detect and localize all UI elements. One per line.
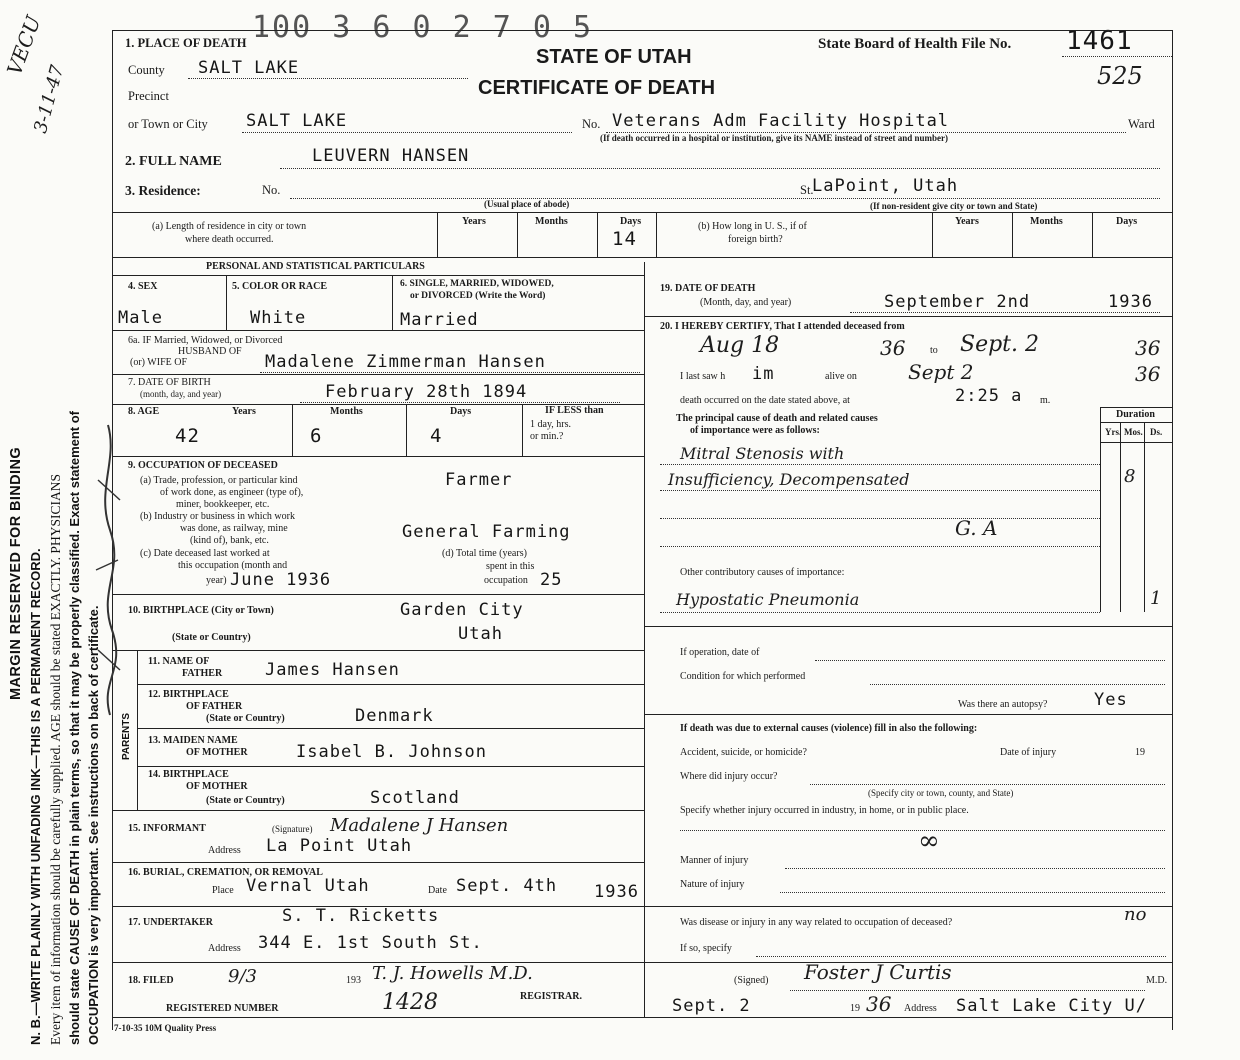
- undertaker-value: S. T. Ricketts: [282, 906, 440, 926]
- burial-date-value: Sept. 4th: [456, 876, 558, 896]
- duration-mos: Mos.: [1124, 427, 1143, 437]
- personal-heading: PERSONAL AND STATISTICAL PARTICULARS: [206, 261, 425, 272]
- signed-line: [790, 990, 1145, 991]
- birthplace-state-label: (State or Country): [172, 632, 251, 643]
- frame-bottom: [112, 1017, 1172, 1018]
- fbirth-label-3: (State or Country): [206, 713, 285, 724]
- informant-row-bottom: [112, 862, 644, 863]
- alive-on-value: Sept 2: [908, 360, 974, 384]
- dod-year: 1936: [1108, 292, 1153, 312]
- res-col-7: [1092, 212, 1093, 257]
- related-label: Was disease or injury in any way related to occupation of deceased?: [680, 917, 953, 928]
- occ-d-label-3: occupation: [484, 575, 528, 586]
- burial-year-value: 1936: [594, 882, 639, 902]
- occ-d-label-2: spent in this: [486, 561, 535, 572]
- cause-extra: G. A: [955, 516, 998, 540]
- age-months-value: 6: [310, 425, 323, 447]
- burial-label: 16. BURIAL, CREMATION, OR REMOVAL: [128, 867, 323, 878]
- undertaker-label: 17. UNDERTAKER: [128, 917, 214, 928]
- residence-label: 3. Residence:: [125, 183, 201, 198]
- sign-19: 19: [850, 1003, 860, 1014]
- autopsy-row-bottom: [644, 714, 1172, 715]
- certify-label: 20. I HEREBY CERTIFY, That I attended deceased from: [660, 321, 905, 332]
- last-worked-value: June 1936: [230, 570, 332, 590]
- state-heading: STATE OF UTAH: [536, 46, 692, 68]
- father-birthplace-value: Denmark: [355, 706, 434, 726]
- dod-value: September 2nd: [884, 292, 1031, 312]
- duration-header-bottom: [1100, 442, 1172, 443]
- ifso-line: [756, 956, 1166, 957]
- burial-place-value: Vernal Utah: [246, 876, 370, 896]
- registered-value: 1428: [382, 990, 438, 1015]
- hospital-value: Veterans Adm Facility Hospital: [612, 111, 950, 131]
- autopsy-value: Yes: [1094, 690, 1128, 710]
- registrar-signature: T. J. Howells M.D.: [372, 963, 533, 984]
- occ-b-label-1: (b) Industry or business in which work: [140, 511, 295, 522]
- spouse-label-1: 6a. IF Married, Widowed, or Divorced: [128, 335, 283, 346]
- center-divider: [644, 262, 645, 1017]
- death-time-m: m.: [1040, 395, 1051, 406]
- filed-label: 18. FILED: [128, 975, 174, 986]
- sex-row-bottom: [112, 330, 644, 331]
- county-line: [188, 78, 468, 79]
- filed-value: 9/3: [228, 966, 257, 987]
- hospital-note: (If death occurred in a hospital or institution, give its NAME instead of street and number): [600, 133, 949, 143]
- margin-signature-scribble: [88, 420, 128, 720]
- condition-line: [870, 684, 1165, 685]
- death-time-label: death occurred on the date stated above, at: [680, 395, 850, 406]
- birthplace-city-value: Garden City: [400, 600, 524, 620]
- autopsy-label: Was there an autopsy?: [958, 699, 1048, 710]
- dod-label-1: 19. DATE OF DEATH: [660, 283, 756, 294]
- industry-value: General Farming: [402, 522, 571, 542]
- margin-reserved-text: MARGIN RESERVED FOR BINDING: [8, 446, 24, 700]
- occ-a-label-3: miner, bookkeeper, etc.: [176, 499, 270, 510]
- occ-a-label-2: of work done, as engineer (type of),: [160, 487, 304, 498]
- cause-line-4-rule: [660, 546, 1100, 547]
- sign-address-value: Salt Lake City U/: [956, 996, 1147, 1016]
- father-row-bottom: [137, 684, 644, 685]
- related-value: no: [1124, 904, 1147, 925]
- sex-race-divider: [226, 275, 227, 330]
- death-time-value: 2:25 a: [955, 386, 1023, 406]
- parents-divider: [137, 650, 138, 810]
- file-number-note: 525: [1097, 62, 1143, 90]
- injury-row-bottom: [644, 906, 1172, 907]
- alive-on-year: 36: [1135, 362, 1161, 386]
- age-days-value: 4: [430, 425, 443, 447]
- age-label: 8. AGE: [128, 406, 160, 417]
- accident-label: Accident, suicide, or homicide?: [680, 747, 807, 758]
- sex-value: Male: [118, 308, 163, 328]
- spouse-row-bottom: [112, 374, 644, 375]
- occupation-value: Farmer: [445, 470, 513, 490]
- attend-to-value: Sept. 2: [960, 332, 1039, 357]
- file-no-line: [1062, 56, 1172, 57]
- mbirth-row-bottom: [112, 810, 644, 811]
- marital-value: Married: [400, 310, 479, 330]
- attend-from-value: Aug 18: [700, 333, 780, 358]
- length-residence-label-2: where death occurred.: [185, 234, 274, 245]
- injury-date-label: Date of injury: [1000, 747, 1057, 758]
- mother-birthplace-value: Scotland: [370, 788, 460, 808]
- personal-top: [112, 275, 644, 276]
- signature-label: (Signature): [272, 824, 313, 834]
- nature-line: [780, 892, 1165, 893]
- father-label-2: FATHER: [182, 668, 223, 679]
- occ-b-label-2: was done, as railway, mine: [180, 523, 288, 534]
- sign-address-label: Address: [904, 1003, 937, 1014]
- duration-ds: Ds.: [1150, 427, 1163, 437]
- operation-label: If operation, date of: [680, 647, 760, 658]
- margin-instructions-2: should state CAUSE OF DEATH in plain terms, so that it may be properly classified. Exact statement of: [67, 410, 82, 1045]
- length-residence-label-1: (a) Length of residence in city or town: [152, 221, 307, 232]
- spouse-value: Madalene Zimmerman Hansen: [265, 352, 546, 372]
- spouse-line: [260, 372, 640, 373]
- alive-on-label: alive on: [825, 371, 857, 382]
- occ-a-label-1: (a) Trade, profession, or particular kind: [140, 475, 298, 486]
- nonresident-note: (If non-resident give city or town and State): [870, 201, 1038, 211]
- res-days-value: 14: [612, 228, 637, 250]
- signed-label: (Signed): [734, 975, 769, 986]
- age-days-label: Days: [450, 406, 472, 417]
- occ-b-label-3: (kind of), bank, etc.: [190, 535, 269, 546]
- res-years-label: Years: [462, 216, 486, 227]
- duration-yrs: Yrs.: [1105, 427, 1122, 437]
- lessthan-2: 1 day, hrs.: [530, 419, 572, 430]
- fbirth-label-2: OF FATHER: [186, 701, 243, 712]
- age-divider-3: [522, 404, 523, 456]
- residence-row-bottom: [112, 257, 1172, 258]
- residence-value: LaPoint, Utah: [812, 176, 959, 196]
- mother-label-2: OF MOTHER: [186, 747, 248, 758]
- undertaker-address-value: 344 E. 1st South St.: [258, 933, 483, 953]
- manner-line: [785, 868, 1165, 869]
- occupation-row-bottom: [112, 594, 644, 595]
- town-value: SALT LAKE: [246, 111, 348, 131]
- age-divider-1: [292, 404, 293, 456]
- marital-label-2: or DIVORCED (Write the Word): [410, 291, 546, 301]
- document-title: CERTIFICATE OF DEATH: [478, 77, 716, 99]
- sex-label: 4. SEX: [128, 281, 158, 292]
- attend-to-year: 36: [1135, 336, 1161, 360]
- race-marital-divider: [392, 275, 393, 330]
- occ-years-value: 25: [540, 570, 563, 590]
- fbirth-row-bottom: [137, 728, 644, 729]
- age-row-bottom: [112, 456, 644, 457]
- birthplace-label: 10. BIRTHPLACE (City or Town): [128, 605, 274, 616]
- other-cause-value: Hypostatic Pneumonia: [676, 590, 860, 609]
- dod-row-bottom: [644, 316, 1172, 317]
- attend-from-year: 36: [880, 336, 906, 360]
- manner-label: Manner of injury: [680, 855, 749, 866]
- cause-line-2: Insufficiency, Decompensated: [668, 470, 910, 489]
- physician-signature: Foster J Curtis: [804, 960, 952, 984]
- registered-label: REGISTERED NUMBER: [166, 1003, 279, 1014]
- fbirth-label-1: 12. BIRTHPLACE: [148, 689, 229, 700]
- residence-st-label: St.: [800, 183, 814, 197]
- dob-label-1: 7. DATE OF BIRTH: [128, 377, 211, 388]
- res-col-4: [656, 212, 657, 257]
- cause-months: 8: [1124, 466, 1136, 487]
- res-col-1: [437, 212, 438, 257]
- specify-note: (Specify city or town, county, and State): [868, 788, 1014, 798]
- residence-no-label: No.: [262, 183, 281, 197]
- burial-place-label: Place: [212, 885, 234, 896]
- marital-label-1: 6. SINGLE, MARRIED, WIDOWED,: [400, 279, 554, 289]
- attend-to-label: to: [930, 345, 938, 356]
- res-col-3: [597, 212, 598, 257]
- sign-year-value: 36: [866, 992, 892, 1016]
- duration-label: Duration: [1116, 409, 1155, 420]
- cause-line-2-rule: [660, 490, 1100, 491]
- lessthan-3: or min.?: [530, 431, 564, 442]
- mother-row-bottom: [137, 766, 644, 767]
- other-duration: 1: [1150, 588, 1162, 609]
- age-months-label: Months: [330, 406, 363, 417]
- md-label: M.D.: [1146, 975, 1168, 986]
- duration-sub-top: [1100, 422, 1172, 423]
- specify-label: Specify whether injury occurred in industry, in home, or in public place.: [680, 805, 969, 816]
- last-saw-value: im: [752, 364, 775, 384]
- file-number: 1461: [1066, 26, 1133, 56]
- lessthan-1: IF LESS than: [545, 405, 604, 416]
- mbirth-label-2: OF MOTHER: [186, 781, 248, 792]
- undertaker-address-label: Address: [208, 943, 241, 954]
- corner-note-2: 3-11-47: [30, 62, 69, 136]
- nature-label: Nature of injury: [680, 879, 745, 890]
- town-label: or Town or City: [128, 117, 208, 131]
- residence-row-top: [112, 212, 1172, 213]
- informant-address-label: Address: [208, 845, 241, 856]
- injury-year-label: 19: [1135, 747, 1145, 758]
- us-years-label: Years: [955, 216, 979, 227]
- dob-line: [300, 402, 620, 403]
- filed-year: 193: [346, 975, 361, 986]
- res-months-label: Months: [535, 216, 568, 227]
- mbirth-label-3: (State or Country): [206, 795, 285, 806]
- duration-col-2: [1144, 422, 1145, 612]
- specify-scribble: ∞: [918, 826, 940, 856]
- other-causes-label: Other contributory causes of importance:: [680, 567, 845, 578]
- where-line: [810, 784, 1165, 785]
- margin-instructions-1: Every item of information should be carefully supplied. AGE should be stated EXACTLY. PHYSICIANS: [48, 474, 63, 1045]
- cause-label-2: of importance were as follows:: [690, 425, 820, 436]
- cause-section-bottom: [644, 626, 1172, 627]
- mbirth-label-1: 14. BIRTHPLACE: [148, 769, 229, 780]
- father-label-1: 11. NAME OF: [148, 656, 210, 667]
- operation-line: [815, 660, 1165, 661]
- cause-label-1: The principal cause of death and related causes: [676, 413, 878, 424]
- res-col-6: [1012, 212, 1013, 257]
- margin-warning-text: N. B.—WRITE PLAINLY WITH UNFADING INK—THIS IS A PERMANENT RECORD.: [28, 548, 43, 1045]
- mother-value: Isabel B. Johnson: [296, 742, 487, 762]
- birthplace-row-bottom: [112, 650, 644, 651]
- certificate-number: 100 3 6 0 2 7 0 5: [252, 10, 594, 45]
- informant-address-value: La Point Utah: [266, 836, 413, 856]
- res-days-label: Days: [620, 216, 642, 227]
- us-days-label: Days: [1116, 216, 1138, 227]
- external-label: If death was due to external causes (violence) fill in also the following:: [680, 723, 978, 734]
- footer-print-note: 7-10-35 10M Quality Press: [114, 1023, 217, 1033]
- last-saw-label: I last saw h: [680, 371, 726, 382]
- where-label: Where did injury occur?: [680, 771, 778, 782]
- full-name-line: [280, 168, 1160, 169]
- frame-top: [112, 30, 1172, 31]
- duration-col-1: [1120, 422, 1121, 612]
- race-value: White: [250, 308, 307, 328]
- county-value: SALT LAKE: [198, 58, 300, 78]
- cause-line-3-rule: [660, 518, 1100, 519]
- foreign-label-1: (b) How long in U. S., if of: [698, 221, 807, 232]
- corner-note-1: VECU: [2, 12, 46, 79]
- place-heading: 1. PLACE OF DEATH: [125, 36, 247, 50]
- dob-value: February 28th 1894: [325, 382, 528, 402]
- occ-c-label-1: (c) Date deceased last worked at: [140, 548, 270, 559]
- cause-line-1: Mitral Stenosis with: [680, 444, 845, 463]
- father-value: James Hansen: [265, 660, 400, 680]
- res-col-5: [932, 212, 933, 257]
- full-name-label: 2. FULL NAME: [125, 154, 222, 169]
- full-name-value: LEUVERN HANSEN: [312, 146, 470, 166]
- mother-label-1: 13. MAIDEN NAME: [148, 735, 238, 746]
- sign-date-value: Sept. 2: [672, 996, 751, 1016]
- town-line: [242, 132, 572, 133]
- abode-note: (Usual place of abode): [484, 199, 570, 209]
- burial-date-label: Date: [428, 885, 447, 896]
- residence-line: [290, 198, 1160, 199]
- ifso-label: If so, specify: [680, 943, 732, 954]
- other-cause-rule: [660, 612, 1100, 613]
- spouse-label-2: HUSBAND OF: [178, 346, 242, 357]
- ward-label: Ward: [1128, 117, 1155, 131]
- frame-right: [1172, 30, 1173, 1030]
- parents-label: PARENTS: [121, 712, 132, 760]
- us-months-label: Months: [1030, 216, 1063, 227]
- registrar-label: REGISTRAR.: [520, 991, 582, 1002]
- condition-label: Condition for which performed: [680, 671, 806, 682]
- occ-c-label-3: year): [206, 575, 227, 586]
- duration-box-top: [1100, 407, 1172, 408]
- occ-d-label-1: (d) Total time (years): [442, 548, 527, 559]
- cause-line-1-rule: [660, 464, 1100, 465]
- hospital-no-label: No.: [582, 117, 601, 131]
- res-col-2: [517, 212, 518, 257]
- spouse-label-3: (or) WIFE OF: [130, 357, 188, 368]
- foreign-label-2: foreign birth?: [728, 234, 783, 245]
- margin-instructions-3: OCCUPATION is very important. See instructions on back of certificate.: [86, 605, 101, 1045]
- informant-label: 15. INFORMANT: [128, 823, 206, 834]
- county-label: County: [128, 63, 165, 77]
- occ-c-label-2: this occupation (month and: [178, 560, 288, 571]
- dod-line: [850, 312, 1160, 313]
- race-label: 5. COLOR OR RACE: [232, 281, 328, 292]
- age-years-value: 42: [175, 425, 200, 447]
- dob-label-2: (month, day, and year): [140, 389, 222, 399]
- age-years-label: Years: [232, 406, 256, 417]
- age-divider-2: [406, 404, 407, 456]
- file-no-label: State Board of Health File No.: [818, 36, 1012, 52]
- duration-col-0: [1100, 407, 1101, 612]
- dod-label-2: (Month, day, and year): [700, 297, 792, 308]
- precinct-label: Precinct: [128, 89, 169, 103]
- informant-signature: Madalene J Hansen: [330, 815, 509, 836]
- occupation-heading: 9. OCCUPATION OF DECEASED: [128, 460, 278, 471]
- birthplace-state-value: Utah: [458, 624, 503, 644]
